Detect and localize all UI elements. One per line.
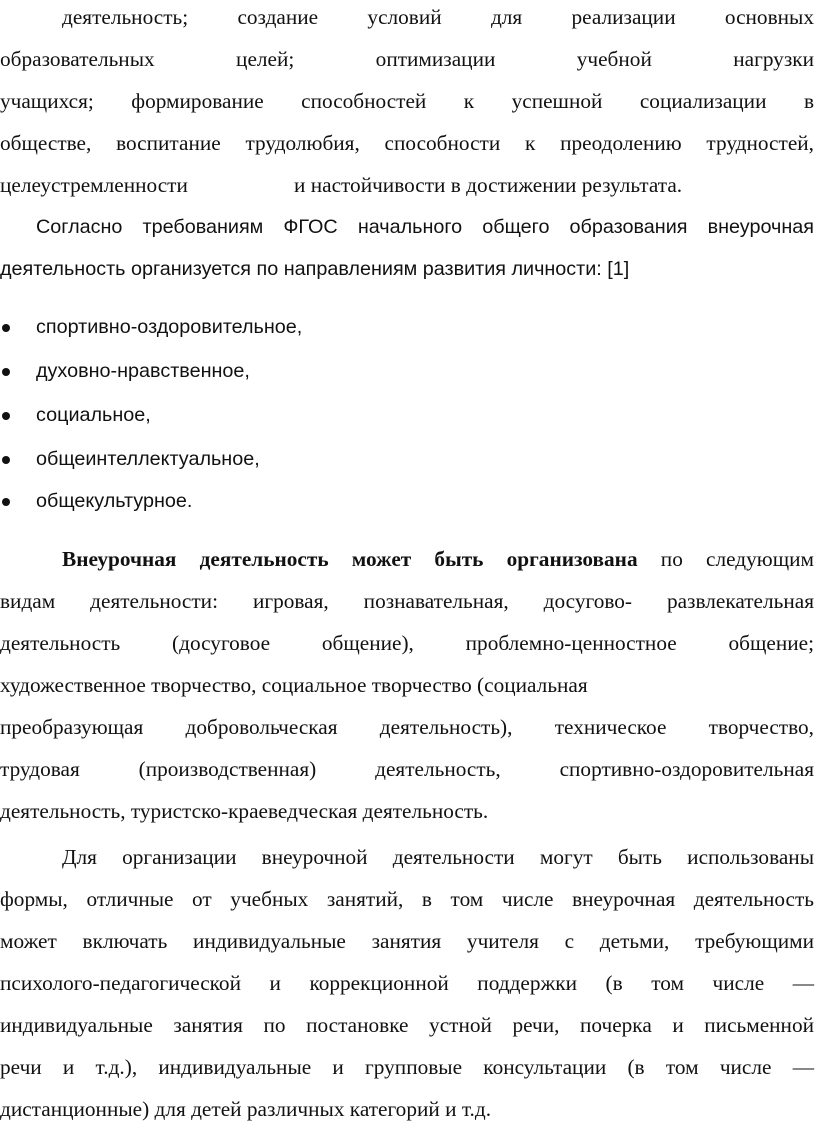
paragraph-4-line-1: Для организации внеурочной деятельности могут быть использованы <box>62 845 814 869</box>
paragraph-3-line-1 <box>62 544 814 574</box>
paragraph-3-line-1-rest: по следующим <box>637 547 814 571</box>
list-item <box>0 486 400 516</box>
list-item <box>0 444 400 474</box>
paragraph-4-line-6: речи и т.д.), индивидуальные и групповые консультации (в том числе — <box>0 1055 814 1079</box>
paragraph-4-line-2: формы, отличные от учебных занятий, в том числе внеурочная деятельность <box>0 887 814 911</box>
list-item <box>0 400 400 430</box>
paragraph-1-line-2: образовательных целей; оптимизации учебной нагрузки <box>0 47 814 71</box>
list-item <box>0 312 400 342</box>
list-item-label: духовно-нравственное, <box>36 360 250 382</box>
list-item-label: общекультурное. <box>36 490 193 512</box>
paragraph-4-line-4: психолого-педагогической и коррекционной поддержки (в том числе — <box>0 971 814 995</box>
paragraph-3-line-2: видам деятельности: игровая, познавательная, досугово- развлекательная <box>0 589 814 613</box>
paragraph-1-line-3: учащихся; формирование способностей к успешной социализации в <box>0 89 814 113</box>
list-item-label: спортивно-оздоровительное, <box>36 316 303 338</box>
paragraph-1-line-1: деятельность; создание условий для реализации основных <box>62 5 814 29</box>
bullet-icon <box>2 412 10 420</box>
paragraph-3-line-6: трудовая (производственная) деятельность, спортивно-оздоровительная <box>0 757 814 781</box>
paragraph-1-line-5b: и настойчивости в достижении результата. <box>294 173 683 197</box>
bullet-icon <box>2 368 10 376</box>
bold-lead: Внеурочная деятельность может быть организована <box>62 547 638 571</box>
list-item-label: общеинтеллектуальное, <box>36 448 260 470</box>
paragraph-4-line-7: дистанционные) для детей различных категорий и т.д. <box>0 1097 492 1121</box>
paragraph-1-line-4: обществе, воспитание трудолюбия, способности к преодолению трудностей, <box>0 131 814 155</box>
paragraph-4-line-3: может включать индивидуальные занятия учителя с детьми, требующими <box>0 929 814 953</box>
list-item <box>0 356 400 386</box>
paragraph-1-line-5a: целеустремленности <box>0 173 188 197</box>
list-item-label: социальное, <box>36 404 151 426</box>
bullet-icon <box>2 498 10 506</box>
bullet-icon <box>2 456 10 464</box>
paragraph-4-line-5: индивидуальные занятия по постановке устной речи, почерка и письменной <box>0 1013 814 1037</box>
bullet-icon <box>2 324 10 332</box>
paragraph-3-line-3: деятельность (досуговое общение), проблемно-ценностное общение; <box>0 631 814 655</box>
paragraph-2-line-2: деятельность организуется по направлениям развития личности: [1] <box>0 258 630 280</box>
paragraph-3-line-7: деятельность, туристско-краеведческая деятельность. <box>0 799 489 823</box>
paragraph-2-line-1: Согласно требованиям ФГОС начального общего образования внеурочная <box>36 216 814 238</box>
paragraph-3-line-5: преобразующая добровольческая деятельность), техническое творчество, <box>0 715 814 739</box>
paragraph-3-line-4: художественное творчество, социальное творчество (социальная <box>0 673 588 697</box>
